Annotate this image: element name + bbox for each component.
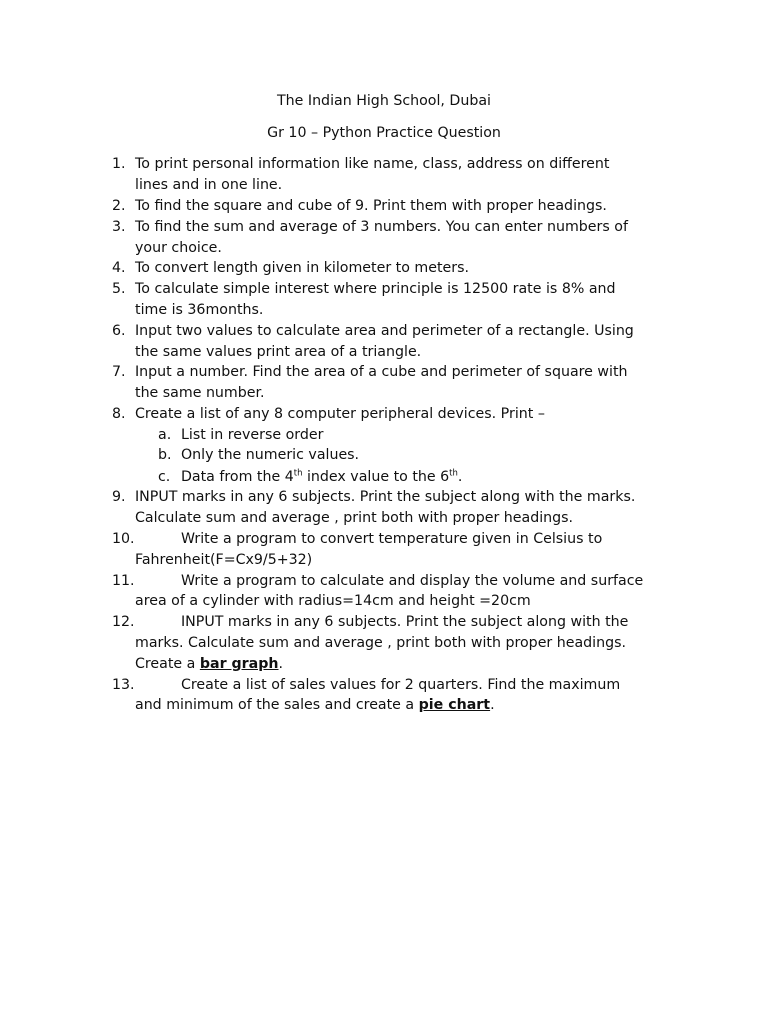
question-number: 3. [112, 219, 126, 235]
question-text: To find the sum and average of 3 numbers. You can enter numbers of [135, 219, 628, 235]
question-number: 8. [112, 406, 126, 422]
question-number: 4. [112, 260, 126, 276]
question-number: 2. [112, 198, 126, 214]
question-number: 7. [112, 364, 126, 380]
question-text: Input two values to calculate area and perimeter of a rectangle. Using [135, 323, 634, 339]
subitem-letter: a. [158, 427, 172, 443]
question-number: 5. [112, 281, 126, 297]
question-text: area of a cylinder with radius=14cm and height =20cm [135, 593, 531, 609]
question-text: time is 36months. [135, 302, 264, 318]
question-text: Write a program to convert temperature given in Celsius to [181, 531, 603, 547]
question-number: 11. [112, 573, 135, 589]
document-subtitle: Gr 10 – Python Practice Question [267, 125, 501, 141]
question-text: To calculate simple interest where principle is 12500 rate is 8% and [135, 281, 616, 297]
question-text: Fahrenheit(F=Cx9/5+32) [135, 552, 313, 568]
question-text: Write a program to calculate and display the volume and surface [181, 573, 644, 589]
subitem-text [181, 468, 462, 486]
question-text: To find the square and cube of 9. Print them with proper headings. [135, 198, 607, 214]
question-text: Calculate sum and average , print both with proper headings. [135, 510, 574, 526]
question-number: 9. [112, 489, 126, 505]
pie-chart-emphasis: pie chart [418, 697, 491, 713]
question-text: Create a list of any 8 computer peripheral devices. Print – [135, 406, 545, 422]
bar-graph-emphasis: bar graph [199, 656, 279, 672]
subitem-text: List in reverse order [181, 427, 324, 443]
question-text: Input a number. Find the area of a cube and perimeter of square with [135, 364, 628, 380]
question-number: 1. [112, 156, 126, 172]
question-text: INPUT marks in any 6 subjects. Print the subject along with the marks. [135, 489, 636, 505]
question-text-part: Create a [135, 656, 200, 672]
subitem-text-part: . [457, 469, 463, 485]
question-text: marks. Calculate sum and average , print both with proper headings. [135, 635, 627, 651]
ordinal-superscript: th [449, 468, 458, 479]
subitem-letter: c. [158, 469, 171, 485]
subitem-text-part: index value to the 6 [302, 469, 450, 485]
question-text: the same number. [135, 385, 265, 401]
question-text [135, 655, 283, 673]
question-number: 6. [112, 323, 126, 339]
question-text: the same values print area of a triangle. [135, 344, 422, 360]
subitem-text: Only the numeric values. [181, 447, 360, 463]
question-text: To convert length given in kilometer to meters. [135, 260, 469, 276]
question-text-part: and minimum of the sales and create a [135, 697, 419, 713]
question-number: 13. [112, 677, 135, 693]
question-text: Create a list of sales values for 2 quarters. Find the maximum [181, 677, 621, 693]
question-text: lines and in one line. [135, 177, 283, 193]
question-text: your choice. [135, 240, 222, 256]
question-text-part: . [278, 656, 284, 672]
school-title: The Indian High School, Dubai [276, 93, 491, 109]
subitem-text-part: Data from the 4 [181, 469, 294, 485]
question-text: To print personal information like name, class, address on different [135, 156, 610, 172]
question-text: INPUT marks in any 6 subjects. Print the subject along with the [181, 614, 629, 630]
subitem-letter: b. [158, 447, 172, 463]
question-text-part: . [490, 697, 495, 713]
ordinal-superscript: th [293, 468, 303, 479]
question-number: 10. [112, 531, 135, 547]
question-text [135, 696, 495, 714]
question-number: 12. [112, 614, 135, 630]
